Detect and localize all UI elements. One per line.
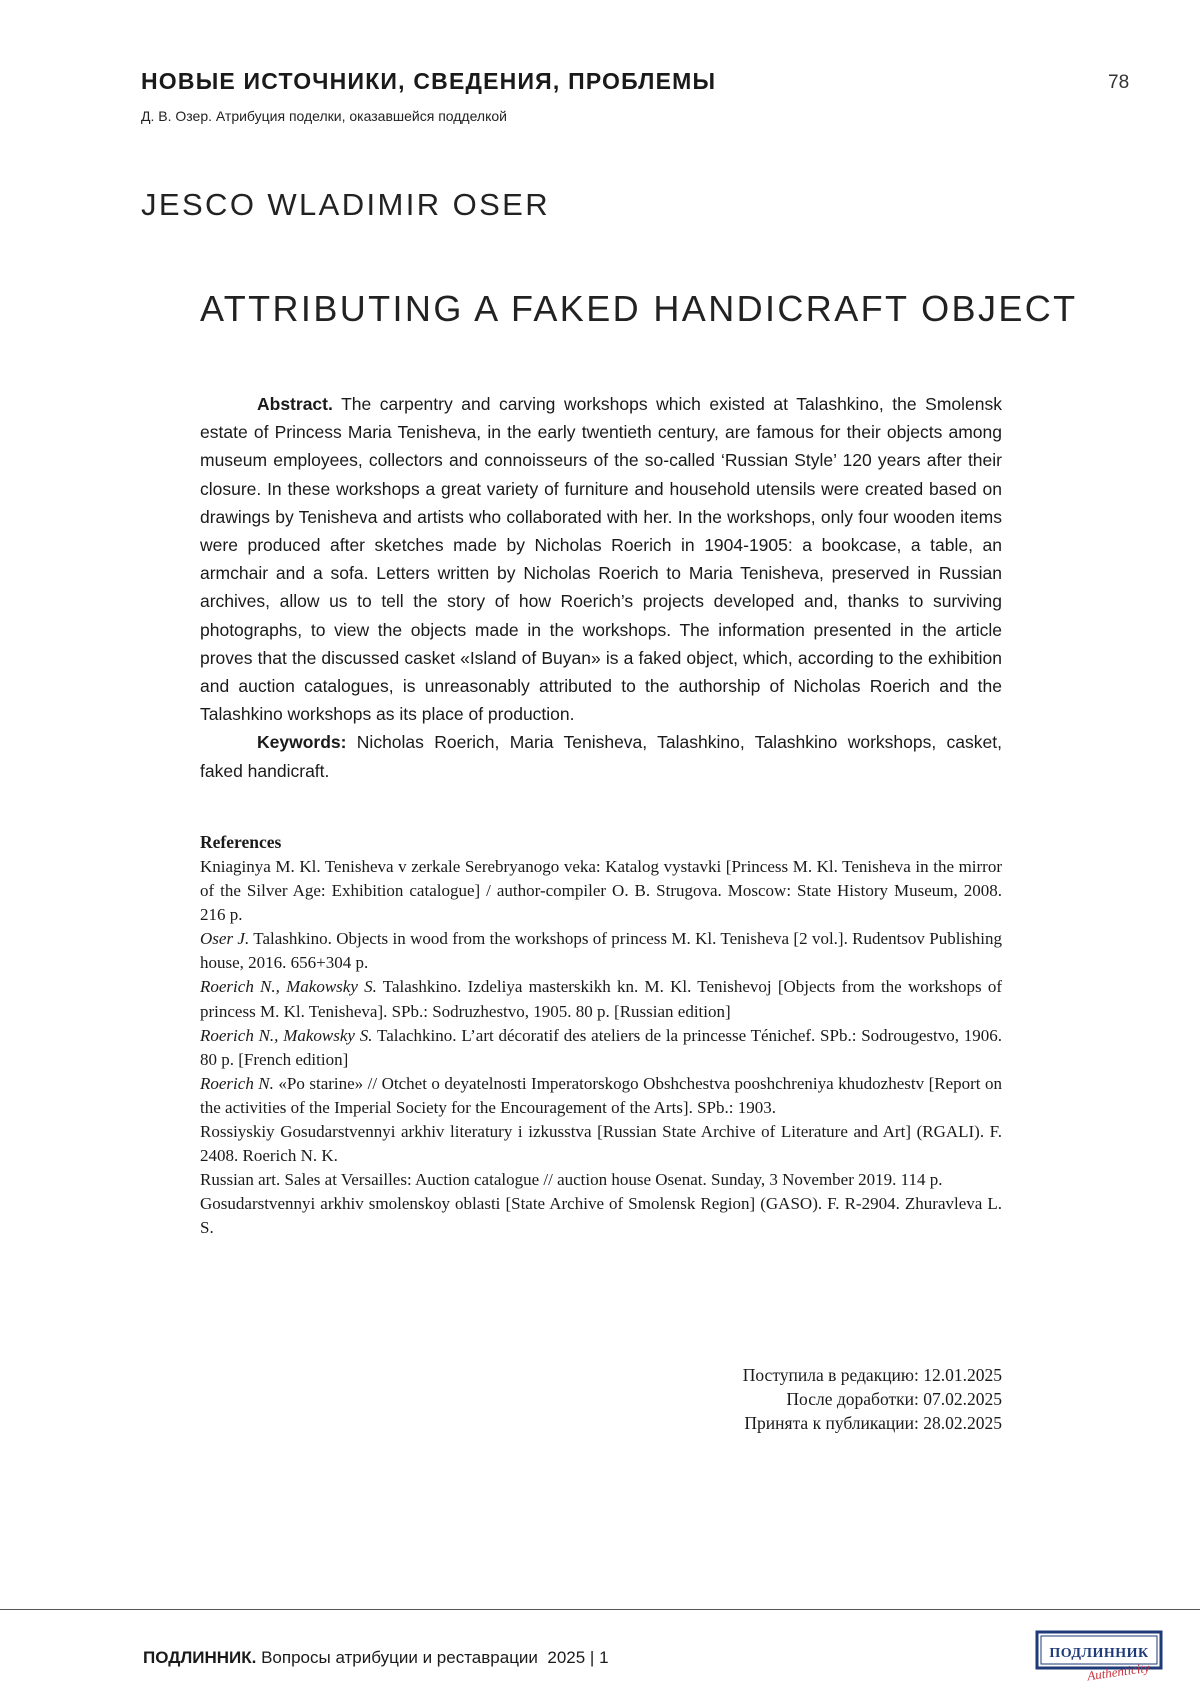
keywords-paragraph <box>200 728 1002 784</box>
references-list <box>200 855 1002 1241</box>
logo-wordmark: ПОДЛИННИК <box>1049 1646 1149 1661</box>
reference-text: Talachkino. L’art décoratif des ateliers de la princesse Ténichef. SPb.: Sodrougestvo, 1906. 80 p. [French edition] <box>200 1026 1002 1069</box>
logo-script: Authenticity <box>1085 1660 1151 1682</box>
reference-text: Rossiyskiy Gosudarstvennyi arkhiv literatury i izkusstva [Russian State Archive of Literature and Art] (RGALI). F. 2408. Roerich N. K. <box>200 1122 1002 1165</box>
reference-item <box>200 1024 1002 1072</box>
keywords-label: Keywords: <box>257 732 346 752</box>
footer-journal <box>143 1648 609 1668</box>
date-received: Поступила в редакцию: 12.01.2025 <box>743 1364 1002 1388</box>
reference-item <box>200 855 1002 927</box>
reference-item <box>200 927 1002 975</box>
reference-text: «Po starine» // Otchet o deyatelnosti Imperatorskogo Obshchestva pooshchreniya khudozhestv [Report on the activities of the Imperial Society for the Encouragement of the Arts]. SPb.: 1903. <box>200 1074 1002 1117</box>
reference-text: Talashkino. Objects in wood from the workshops of princess M. Kl. Tenisheva [2 vol.]. Rudentsov Publishing house, 2016. 656+304 p. <box>200 929 1002 972</box>
footer-issue: 2025 | 1 <box>547 1648 608 1667</box>
reference-item <box>200 1072 1002 1120</box>
footer-divider <box>0 1609 1200 1610</box>
abstract-block <box>200 390 1002 785</box>
page-number: 78 <box>1108 72 1129 94</box>
reference-text: Gosudarstvennyi arkhiv smolenskoy oblasti [State Archive of Smolensk Region] (GASO). F. R-2904. Zhuravleva L. S. <box>200 1194 1002 1237</box>
date-accepted: Принята к публикации: 28.02.2025 <box>743 1412 1002 1436</box>
references-section <box>200 829 1002 1241</box>
reference-item <box>200 1168 1002 1192</box>
article-title: ATTRIBUTING A FAKED HANDICRAFT OBJECT <box>200 288 1078 330</box>
reference-authors: Roerich N. <box>200 1074 274 1093</box>
keywords-text: Nicholas Roerich, Maria Tenisheva, Talashkino, Talashkino workshops, casket, faked handicraft. <box>200 732 1002 780</box>
reference-item <box>200 975 1002 1023</box>
references-heading: References <box>200 829 1002 855</box>
running-head: Д. В. Озер. Атрибуция поделки, оказавшейся подделкой <box>141 108 507 124</box>
footer-journal-subtitle: Вопросы атрибуции и реставрации <box>261 1648 538 1667</box>
abstract-text: The carpentry and carving workshops which existed at Talashkino, the Smolensk estate of Princess Maria Tenisheva, in the early twentieth century, are famous for their objects among museum employees, collectors and connoisseurs of the so-called ‘Russian Style’ 120 years after their closure. In these workshops a great variety of furniture and household utensils were created based on drawings by Tenisheva and artists who collaborated with her. In the workshops, only four wooden items were produced after sketches made by Nicholas Roerich in 1904-1905: a bookcase, a table, an armchair and a sofa. Letters written by Nicholas Roerich to Maria Tenisheva, preserved in Russian archives, allow us to tell the story of how Roerich’s projects developed and, thanks to surviving photographs, to view the objects made in the workshops. The information presented in the article proves that the discussed casket «Island of Buyan» is a faked object, which, according to the exhibition and auction catalogues, is unreasonably attributed to the authorship of Nicholas Roerich and the Talashkino workshops as its place of production. <box>200 394 1002 724</box>
date-revised: После доработки: 07.02.2025 <box>743 1388 1002 1412</box>
author-name: JESCO WLADIMIR OSER <box>141 187 550 223</box>
reference-authors: Roerich N., Makowsky S. <box>200 1026 373 1045</box>
reference-text: Kniaginya M. Kl. Tenisheva v zerkale Serebryanogo veka: Katalog vystavki [Princess M. Kl. Tenisheva in the mirror of the Silver Age: Exhibition catalogue] / author-compiler O. B. Strugova. Moscow: State History Museum, 2008. 216 p. <box>200 857 1002 924</box>
abstract-paragraph <box>200 390 1002 728</box>
reference-authors: Oser J. <box>200 929 249 948</box>
reference-item <box>200 1192 1002 1240</box>
reference-text: Russian art. Sales at Versailles: Auction catalogue // auction house Osenat. Sunday, 3 November 2019. 114 p. <box>200 1170 943 1189</box>
reference-item <box>200 1120 1002 1168</box>
abstract-label: Abstract. <box>257 394 333 414</box>
footer-journal-name: ПОДЛИННИК. <box>143 1648 256 1667</box>
reference-authors: Roerich N., Makowsky S. <box>200 977 377 996</box>
journal-logo <box>1035 1628 1167 1682</box>
submission-dates <box>743 1364 1002 1435</box>
section-title: НОВЫЕ ИСТОЧНИКИ, СВЕДЕНИЯ, ПРОБЛЕМЫ <box>141 68 716 95</box>
reference-text: Talashkino. Izdeliya masterskikh kn. M. Kl. Tenishevoj [Objects from the workshops of princess M. Kl. Tenisheva]. SPb.: Sodruzhestvo, 1905. 80 p. [Russian edition] <box>200 977 1002 1020</box>
